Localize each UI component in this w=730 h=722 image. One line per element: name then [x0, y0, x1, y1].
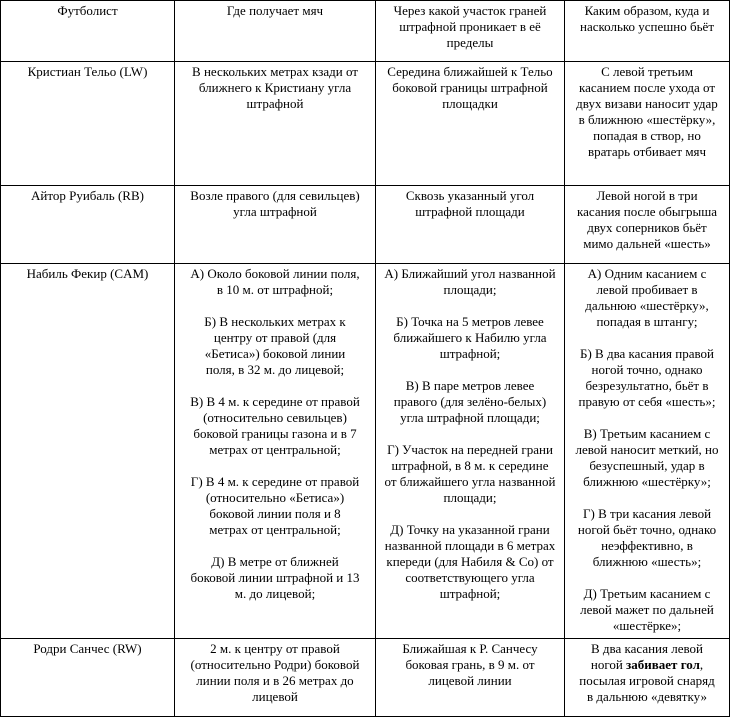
player-cell: Набиль Фекир (CAM): [1, 264, 175, 639]
player-cell: Айтор Руибаль (RB): [1, 186, 175, 264]
receive-cell: [175, 264, 376, 639]
receive-item: В) В 4 м. к середине от правой (относительно севильцев) боковой границы газона и в 7 метрах от центральной;: [190, 394, 360, 457]
table-row: [1, 62, 730, 186]
shot-cell: С левой третьим касанием после ухода от двух визави наносит удар в ближнюю «шестёрку», попадая в створ, но вратарь отбивает мяч: [565, 62, 730, 186]
player-cell: Родри Санчес (RW): [1, 639, 175, 717]
table-row: [1, 264, 730, 639]
entry-item: Д) Точку на указанной грани названной площади в 6 метрах кпереди (для Набиля & Co) от соответствующего угла штрафной;: [384, 522, 556, 601]
table-row: [1, 639, 730, 717]
table-row: [1, 186, 730, 264]
header-cell-receive: Где получает мяч: [175, 1, 376, 62]
shot-item: Г) В три касания левой ногой бьёт точно, однако неэффективно, в ближнюю «шесть»;: [577, 506, 717, 569]
shot-item: Д) Третьим касанием с левой мажет по дальней «шестёрке»;: [580, 586, 714, 633]
shot-text-before: В два касания левой ногой: [590, 641, 704, 672]
entry-cell: Середина ближайшей к Тельо боковой границы штрафной площадки: [376, 62, 565, 186]
shot-cell: Левой ногой в три касания после обыгрыша двух соперников бьёт мимо дальней «шесть»: [565, 186, 730, 264]
receive-item: Г) В 4 м. к середине от правой (относительно «Бетиса») боковой линии поля и 8 метрах от центральной;: [190, 474, 360, 537]
shot-item: Б) В два касания правой ногой точно, однако безрезультатно, бьёт в правую от себя «шесть»;: [578, 346, 716, 409]
header-cell-shot: Каким образом, куда и насколько успешно бьёт: [565, 1, 730, 62]
entry-cell: Сквозь указанный угол штрафной площади: [376, 186, 565, 264]
shot-item: В) Третьим касанием с левой наносит меткий, но безуспешный, удар в ближнюю «шестёрку»;: [575, 426, 719, 489]
header-cell-player: Футболист: [1, 1, 175, 62]
player-cell: Кристиан Тельо (LW): [1, 62, 175, 186]
receive-item: А) Около боковой линии поля, в 10 м. от штрафной;: [190, 266, 360, 297]
goal-emphasis: забивает гол: [626, 657, 700, 672]
receive-item: Д) В метре от ближней боковой линии штрафной и 13 м. до лицевой;: [190, 554, 360, 601]
shot-cell: [565, 264, 730, 639]
entry-item: А) Ближайший угол названной площади;: [384, 266, 556, 297]
entry-item: В) В паре метров левее правого (для зелёно-белых) угла штрафной площади;: [393, 378, 547, 425]
shot-cell: [565, 639, 730, 717]
header-row: [1, 1, 730, 62]
entry-item: Г) Участок на передней грани штрафной, в 8 м. к середине от ближайшего угла названной площади;: [384, 442, 556, 505]
shot-text-after: , посылая игровой снаряд в дальнюю «девятку»: [579, 657, 715, 704]
entry-cell: Ближайшая к Р. Санчесу боковая грань, в 9 м. от лицевой линии: [376, 639, 565, 717]
receive-item: Б) В нескольких метрах к центру от правой (для «Бетиса») боковой линии поля, в 32 м. до лицевой;: [204, 314, 346, 377]
receive-cell: В нескольких метрах кзади от ближнего к Кристиану угла штрафной: [175, 62, 376, 186]
shot-item: А) Одним касанием с левой пробивает в дальнюю «шестёрку», попадая в штангу;: [585, 266, 709, 329]
receive-cell: Возле правого (для севильцев) угла штрафной: [175, 186, 376, 264]
entry-item: Б) Точка на 5 метров левее ближайшего к Набилю угла штрафной;: [393, 314, 547, 361]
receive-cell: 2 м. к центру от правой (относительно Родри) боковой линии поля и в 26 метрах до лицевой: [175, 639, 376, 717]
entry-cell: [376, 264, 565, 639]
header-cell-entry: Через какой участок граней штрафной проникает в её пределы: [376, 1, 565, 62]
